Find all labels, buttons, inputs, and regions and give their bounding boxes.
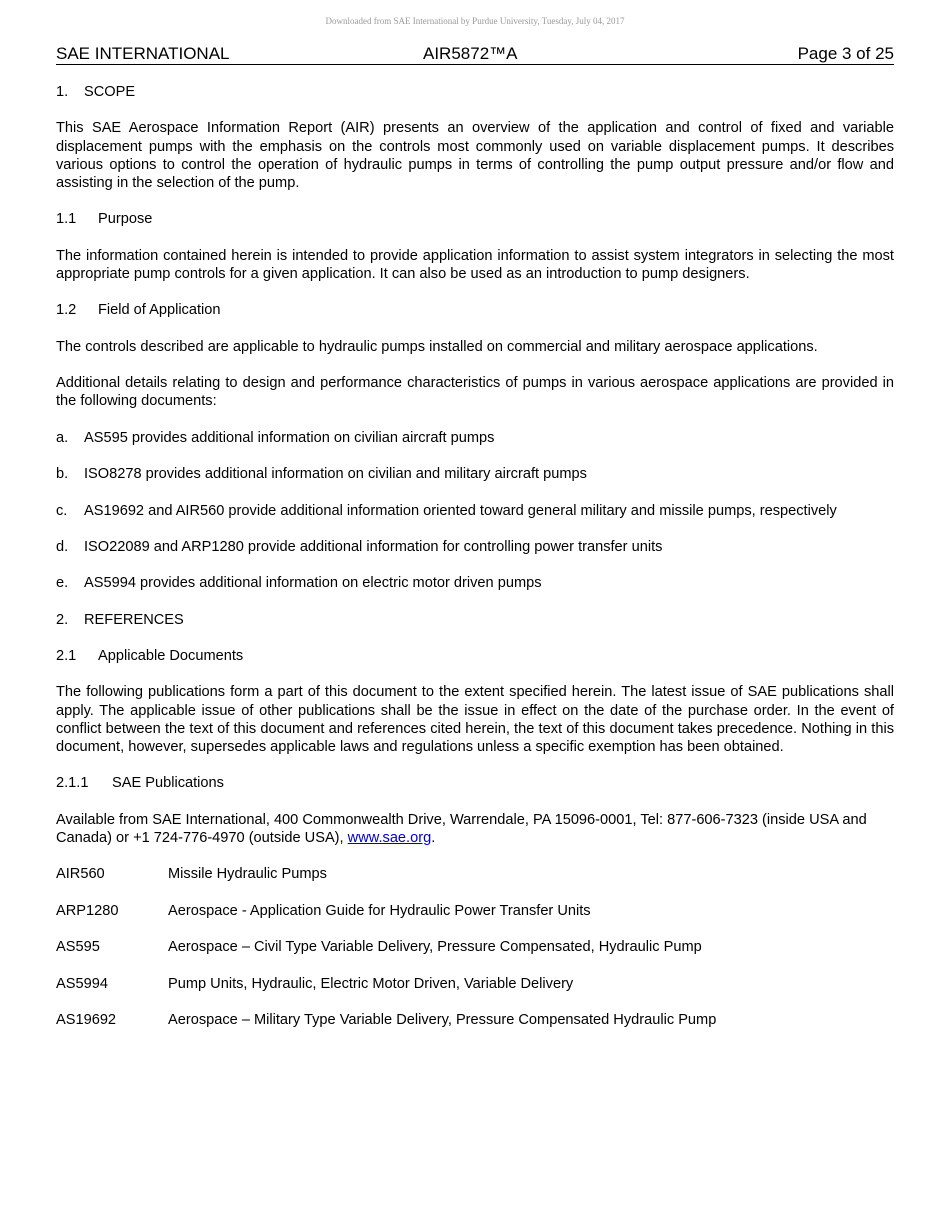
- page-header: [56, 44, 894, 65]
- section-number: 1.2: [56, 302, 77, 319]
- availability-text-end: .: [431, 830, 436, 847]
- availability-text: Available from SAE International, 400 Commonwealth Drive, Warrendale, PA 15096-0001, Tel: 877-606-7323 (inside USA and Canada) or +1 724-776-4970 (outside USA),: [56, 811, 867, 847]
- section-heading-sae-publications: [56, 774, 894, 792]
- section-title: SCOPE: [84, 84, 136, 100]
- reference-code: AS5994: [56, 975, 108, 992]
- list-item-text: ISO8278 provides additional information on civilian and military aircraft pumps: [84, 466, 587, 483]
- section-title: Purpose: [98, 211, 153, 228]
- section-heading-purpose: [56, 210, 894, 228]
- section-number: 2.: [56, 611, 69, 628]
- section-title: Field of Application: [98, 302, 221, 319]
- section-title: Applicable Documents: [98, 648, 244, 665]
- list-item-text: AS19692 and AIR560 provide additional information oriented toward general military and missile pumps, respectively: [84, 502, 837, 519]
- reference-entry: [56, 938, 894, 956]
- list-item-text: AS5994 provides additional information on electric motor driven pumps: [84, 575, 542, 592]
- scope-paragraph: This SAE Aerospace Information Report (AIR) presents an overview of the application and control of fixed and variable displacement pumps with the emphasis on the controls most commonly used on variable displacement pumps. It describes various options to control the operation of hydraulic pumps in terms of controlling the pump output pressure and/or flow and assisting in the selection of the pump.: [56, 120, 894, 191]
- header-document-id: AIR5872™A: [423, 44, 518, 63]
- document-body: [56, 83, 894, 1029]
- section-title: SAE Publications: [112, 775, 224, 792]
- reference-entry: [56, 975, 894, 993]
- section-number: 2.1: [56, 648, 77, 665]
- field-paragraph-2: Additional details relating to design and performance characteristics of pumps in various aerospace applications are provided in the following documents:: [56, 375, 894, 410]
- reference-entry: [56, 902, 894, 920]
- reference-title: Aerospace – Military Type Variable Delivery, Pressure Compensated Hydraulic Pump: [168, 1012, 717, 1029]
- reference-title: Missile Hydraulic Pumps: [168, 866, 327, 883]
- section-heading-scope: [56, 83, 894, 101]
- reference-title: Pump Units, Hydraulic, Electric Motor Driven, Variable Delivery: [168, 975, 574, 992]
- reference-entry: [56, 865, 894, 883]
- download-watermark: Downloaded from SAE International by Purdue University, Tuesday, July 04, 2017: [325, 16, 625, 26]
- list-item-text: AS595 provides additional information on civilian aircraft pumps: [84, 429, 495, 446]
- section-heading-references: [56, 611, 894, 629]
- reference-code: AS595: [56, 939, 100, 956]
- list-letter: b.: [56, 466, 69, 483]
- header-page-number: Page 3 of 25: [797, 44, 894, 63]
- list-item: [56, 574, 894, 592]
- section-number: 1.1: [56, 211, 77, 228]
- reference-code: AIR560: [56, 866, 105, 883]
- reference-code: AS19692: [56, 1012, 117, 1029]
- list-item: [56, 502, 894, 520]
- section-number: 1.: [56, 84, 69, 100]
- section-number: 2.1.1: [56, 775, 89, 792]
- applicable-documents-paragraph: The following publications form a part of this document to the extent specified herein. The latest issue of SAE publications shall apply. The applicable issue of other publications shall be the issue in effect on the date of the purchase order. In the event of conflict between the text of this document and references cited herein, the text of this document takes precedence. Nothing in this document, however, supersedes applicable laws and regulations unless a specific exemption has been obtained.: [56, 684, 894, 756]
- sae-website-link[interactable]: www.sae.org: [347, 830, 432, 847]
- list-item-text: ISO22089 and ARP1280 provide additional information for controlling power transfer units: [84, 538, 663, 555]
- header-organization: SAE INTERNATIONAL: [56, 44, 230, 63]
- reference-code: ARP1280: [56, 902, 119, 919]
- list-letter: e.: [56, 575, 69, 592]
- section-title: REFERENCES: [84, 611, 184, 628]
- list-item: [56, 465, 894, 483]
- section-heading-field-of-application: [56, 301, 894, 319]
- list-letter: a.: [56, 429, 69, 446]
- reference-title: Aerospace - Application Guide for Hydraulic Power Transfer Units: [168, 902, 591, 919]
- list-letter: d.: [56, 538, 69, 555]
- purpose-paragraph: The information contained herein is intended to provide application information to assist system integrators in selecting the most appropriate pump controls for a given application. It can also be used as an introduction to pump designers.: [56, 247, 894, 282]
- section-heading-applicable-documents: [56, 647, 894, 665]
- sae-availability-paragraph: [56, 811, 894, 847]
- reference-title: Aerospace – Civil Type Variable Delivery, Pressure Compensated, Hydraulic Pump: [168, 939, 702, 956]
- list-item: [56, 429, 894, 447]
- reference-entry: [56, 1011, 894, 1029]
- list-item: [56, 538, 894, 556]
- field-paragraph-1: The controls described are applicable to hydraulic pumps installed on commercial and military aerospace applications.: [56, 338, 818, 355]
- list-letter: c.: [56, 502, 68, 519]
